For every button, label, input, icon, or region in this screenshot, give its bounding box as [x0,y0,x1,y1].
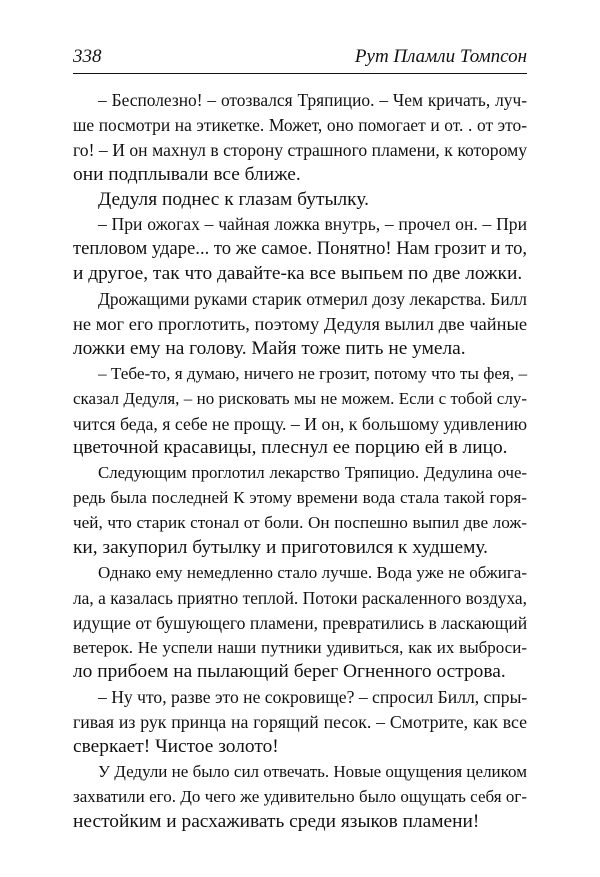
text-line: У Дедули не было сил отвечать. Новые ощущения целиком [98,762,527,782]
text-line: редь была последней К этому времени вода стала такой горя- [73,488,527,508]
text-line: – При ожогах – чайная ложка внутрь, – прочел он. – При [98,214,527,235]
text-line: Дедуля поднес к глазам бутылку. [98,188,369,210]
running-title: Рут Пламли Томпсон [354,46,527,67]
text-line: они подплывали все ближе. [73,163,301,185]
text-line: сверкает! Чистое золото! [73,736,279,758]
text-line: чей, что старик стонал от боли. Он поспешно выпил две лож- [73,513,527,533]
text-line: ше посмотри на этикетке. Может, оно помогает и от. . от это- [73,114,527,135]
text-line: го! – И он махнул в сторону страшного пламени, к которому [73,139,527,160]
text-line: тепловом ударе... то же самое. Понятно! Нам грозит и то, [73,238,528,260]
text-line: не мог его проглотить, поэтому Дедуля вылил две чайные [73,314,527,335]
text-line: цветочной красавицы, плеснул ее порцию ей в лицо. [73,437,508,459]
text-line: идущие от бушующего пламени, превратились в ласкающий [73,612,528,633]
text-line: – Ну что, разве это не сокровище? – спросил Билл, спры- [98,687,528,708]
text-line: ла, а казалась приятно теплой. Потоки раскаленного воздуха, [73,587,527,608]
text-line: – Бесполезно! – отозвался Тряпицио. – Чем кричать, луч- [98,90,527,110]
body-text [73,88,527,835]
page-number: 338 [73,46,102,67]
header-rule [73,73,527,74]
text-line: ло прибоем на пылающий берег Огненного острова. [73,661,506,683]
text-line: чится беда, я себе не прощу. – И он, к большому удивлению [73,413,527,434]
text-line: гивая из рук принца на горящий песок. – Смотрите, как все [73,712,527,733]
text-line: ки, закупорил бутылку и приготовился к худшему. [73,537,489,559]
text-line: нестойким и расхаживать среди языков пламени! [73,810,480,832]
text-line: Однако ему немедленно стало лучше. Вода уже не обжига- [98,562,527,582]
text-line: и другое, так что давайте-ка все выпьем по две ложки. [73,263,523,285]
text-line: захватили его. До чего же удивительно было ощущать себя ог- [73,786,527,806]
text-line: сказал Дедуля, – но рисковать мы не можем. Если с тобой слу- [73,388,527,408]
text-line: Дрожащими руками старик отмерил дозу лекарства. Билл [98,289,527,310]
text-line: Следующим проглотил лекарство Тряпицио. Дедулина оче- [98,463,527,483]
text-line: ветерок. Не успели наши путники удивиться, как их выброси- [73,637,527,657]
text-line: ложки ему на голову. Майя тоже пить не умела. [73,337,466,359]
text-line: – Тебе-то, я думаю, ничего не грозит, потому что ты фея, – [98,363,528,383]
